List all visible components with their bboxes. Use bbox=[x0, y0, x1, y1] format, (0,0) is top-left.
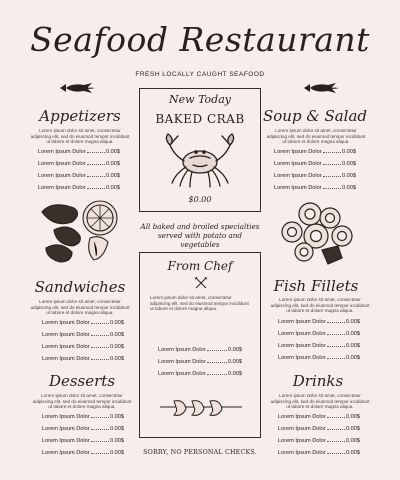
dotted-leader bbox=[323, 164, 341, 165]
page-title: Seafood Restaurant bbox=[30, 20, 370, 59]
menu-item-name: Lorem Ipsum Dolor bbox=[38, 161, 86, 167]
menu-item-price: 0.00$ bbox=[228, 347, 242, 353]
menu-item-price: 0.00$ bbox=[346, 414, 360, 420]
dotted-leader bbox=[91, 429, 109, 430]
menu-item bbox=[278, 313, 360, 325]
menu-item bbox=[158, 353, 242, 365]
menu-item-price: 0.00$ bbox=[106, 173, 120, 179]
menu-item bbox=[278, 432, 360, 444]
menu-item bbox=[38, 155, 120, 167]
menu-item-name: Lorem Ipsum Dolor bbox=[274, 185, 322, 191]
new-today-label: New Today bbox=[169, 93, 231, 106]
menu-item-name: Lorem Ipsum Dolor bbox=[278, 355, 326, 361]
menu-item-name: Lorem Ipsum Dolor bbox=[42, 344, 90, 350]
menu-item-name: Lorem Ipsum Dolor bbox=[274, 173, 322, 179]
menu-item-name: Lorem Ipsum Dolor bbox=[42, 320, 90, 326]
menu-item-price: 0.00$ bbox=[106, 185, 120, 191]
crossed-forks-icon bbox=[194, 277, 208, 289]
dotted-leader bbox=[91, 417, 109, 418]
menu-item bbox=[158, 365, 242, 377]
menu-item bbox=[38, 143, 120, 155]
menu-item-name: Lorem Ipsum Dolor bbox=[38, 173, 86, 179]
fish-icon bbox=[302, 82, 340, 94]
menu-item bbox=[278, 420, 360, 432]
menu-item-price: 0.00$ bbox=[346, 319, 360, 325]
menu-item bbox=[274, 155, 356, 167]
dotted-leader bbox=[327, 322, 345, 323]
menu-item-name: Lorem Ipsum Dolor bbox=[42, 438, 90, 444]
section-title-soup-salad: Soup & Salad bbox=[262, 107, 368, 125]
dotted-leader bbox=[91, 453, 109, 454]
menu-item-name: Lorem Ipsum Dolor bbox=[158, 359, 206, 365]
menu-item-price: 0.00$ bbox=[110, 438, 124, 444]
section-description: Lorem ipsum dolor sit amet, consectetur adipiscing elit, sed do eiusmod tempor incididunt ut labore et dolore magna aliqua. bbox=[270, 297, 370, 314]
dotted-leader bbox=[87, 164, 105, 165]
footer-note: SORRY, NO PERSONAL CHECKS. bbox=[143, 449, 257, 456]
menu-item-name: Lorem Ipsum Dolor bbox=[278, 426, 326, 432]
menu-item-price: 0.00$ bbox=[346, 438, 360, 444]
menu-item-name: Lorem Ipsum Dolor bbox=[278, 438, 326, 444]
menu-item-name: Lorem Ipsum Dolor bbox=[42, 414, 90, 420]
menu-item-name: Lorem Ipsum Dolor bbox=[278, 343, 326, 349]
menu-item-price: 0.00$ bbox=[110, 426, 124, 432]
menu-item-name: Lorem Ipsum Dolor bbox=[278, 331, 326, 337]
menu-item bbox=[274, 143, 356, 155]
menu-item-price: 0.00$ bbox=[346, 426, 360, 432]
dotted-leader bbox=[327, 429, 345, 430]
menu-item bbox=[158, 341, 242, 353]
menu-item-name: Lorem Ipsum Dolor bbox=[42, 450, 90, 456]
dotted-leader bbox=[87, 176, 105, 177]
menu-item-price: 0.00$ bbox=[106, 149, 120, 155]
menu-item-name: Lorem Ipsum Dolor bbox=[158, 347, 206, 353]
dotted-leader bbox=[91, 347, 109, 348]
menu-item bbox=[278, 408, 360, 420]
menu-item bbox=[42, 444, 124, 456]
dotted-leader bbox=[87, 188, 105, 189]
menu-item bbox=[38, 167, 120, 179]
section-description: Lorem ipsum dolor sit amet, consectetur adipiscing elit, sed do eiusmod tempor incididunt ut labore et dolore magna aliqua. bbox=[270, 393, 370, 410]
menu-item-price: 0.00$ bbox=[342, 161, 356, 167]
dotted-leader bbox=[327, 334, 345, 335]
section-title-sandwiches: Sandwiches bbox=[34, 278, 126, 296]
section-description: Lorem ipsum dolor sit amet, consectetur adipiscing elit, sed do eiusmod tempor incididunt ut labore et dolore magna aliqua. bbox=[30, 128, 130, 145]
section-title-fish-fillets: Fish Fillets bbox=[273, 277, 359, 295]
menu-item-price: 0.00$ bbox=[346, 343, 360, 349]
section-title-desserts: Desserts bbox=[48, 372, 116, 390]
menu-item bbox=[278, 337, 360, 349]
menu-item-name: Lorem Ipsum Dolor bbox=[274, 149, 322, 155]
menu-item-price: 0.00$ bbox=[228, 359, 242, 365]
menu-list-soup-salad bbox=[274, 143, 356, 191]
dotted-leader bbox=[323, 176, 341, 177]
section-description: Lorem ipsum dolor sit amet, consectetur adipiscing elit, sed do eiusmod tempor incididunt ut labore et dolore magna aliqua. bbox=[30, 299, 130, 316]
section-title-drinks: Drinks bbox=[292, 372, 344, 390]
menu-item bbox=[42, 338, 124, 350]
crab-illustration bbox=[160, 131, 240, 189]
menu-item-name: Lorem Ipsum Dolor bbox=[42, 332, 90, 338]
dotted-leader bbox=[207, 362, 227, 363]
menu-item-name: Lorem Ipsum Dolor bbox=[274, 161, 322, 167]
menu-item-price: 0.00$ bbox=[110, 450, 124, 456]
menu-item-price: 0.00$ bbox=[342, 173, 356, 179]
menu-item-price: 0.00$ bbox=[110, 332, 124, 338]
dotted-leader bbox=[207, 374, 227, 375]
dotted-leader bbox=[327, 453, 345, 454]
section-description: Lorem ipsum dolor sit amet, consectetur adipiscing elit, sed do eiusmod tempor incididunt ut labore et dolore magna aliqua. bbox=[150, 295, 249, 312]
menu-item bbox=[42, 420, 124, 432]
menu-list-from-chef bbox=[158, 341, 242, 377]
section-description: Lorem ipsum dolor sit amet, consectetur adipiscing elit, sed do eiusmod tempor incididunt ut labore et dolore magna aliqua. bbox=[266, 128, 366, 145]
dotted-leader bbox=[327, 358, 345, 359]
dotted-leader bbox=[327, 417, 345, 418]
menu-item-price: 0.00$ bbox=[110, 320, 124, 326]
dotted-leader bbox=[323, 188, 341, 189]
dotted-leader bbox=[91, 335, 109, 336]
menu-list-desserts bbox=[42, 408, 124, 456]
from-chef-box bbox=[139, 252, 261, 438]
menu-item-name: Lorem Ipsum Dolor bbox=[38, 149, 86, 155]
menu-item bbox=[42, 408, 124, 420]
menu-item-price: 0.00$ bbox=[346, 450, 360, 456]
dotted-leader bbox=[207, 350, 227, 351]
dotted-leader bbox=[327, 441, 345, 442]
new-today-price: $0.00 bbox=[188, 195, 212, 204]
menu-item-name: Lorem Ipsum Dolor bbox=[42, 356, 90, 362]
new-today-box bbox=[139, 88, 261, 212]
dotted-leader bbox=[327, 346, 345, 347]
dotted-leader bbox=[91, 441, 109, 442]
menu-item-price: 0.00$ bbox=[342, 185, 356, 191]
menu-item bbox=[42, 326, 124, 338]
menu-item bbox=[278, 325, 360, 337]
tagline: FRESH LOCALLY CAUGHT SEAFOOD bbox=[135, 71, 265, 78]
menu-list-sandwiches bbox=[42, 314, 124, 362]
menu-item-price: 0.00$ bbox=[110, 356, 124, 362]
section-title-appetizers: Appetizers bbox=[39, 107, 121, 125]
menu-item-name: Lorem Ipsum Dolor bbox=[158, 371, 206, 377]
fish-icon bbox=[58, 82, 96, 94]
calamari-rings-illustration bbox=[278, 200, 360, 268]
menu-item-name: Lorem Ipsum Dolor bbox=[278, 319, 326, 325]
side-dish-note: All baked and broiled specialties served with potato and vegetables bbox=[140, 222, 260, 249]
menu-item bbox=[42, 350, 124, 362]
menu-item bbox=[42, 314, 124, 326]
menu-item-name: Lorem Ipsum Dolor bbox=[278, 414, 326, 420]
dotted-leader bbox=[87, 152, 105, 153]
dotted-leader bbox=[91, 323, 109, 324]
menu-item-name: Lorem Ipsum Dolor bbox=[38, 185, 86, 191]
menu-item bbox=[42, 432, 124, 444]
menu-item bbox=[274, 167, 356, 179]
from-chef-title: From Chef bbox=[167, 259, 233, 273]
menu-item-price: 0.00$ bbox=[110, 344, 124, 350]
menu-item-name: Lorem Ipsum Dolor bbox=[42, 426, 90, 432]
mussels-lemon-illustration bbox=[40, 196, 122, 266]
menu-item-price: 0.00$ bbox=[110, 414, 124, 420]
new-today-dish: BAKED CRAB bbox=[155, 112, 245, 126]
menu-item bbox=[274, 179, 356, 191]
shrimp-skewer-illustration bbox=[160, 397, 242, 421]
menu-item bbox=[278, 444, 360, 456]
menu-item-price: 0.00$ bbox=[228, 371, 242, 377]
menu-item-price: 0.00$ bbox=[106, 161, 120, 167]
dotted-leader bbox=[323, 152, 341, 153]
section-description: Lorem ipsum dolor sit amet, consectetur adipiscing elit, sed do eiusmod tempor incididunt ut labore et dolore magna aliqua. bbox=[32, 393, 132, 410]
dotted-leader bbox=[91, 359, 109, 360]
menu-item-name: Lorem Ipsum Dolor bbox=[278, 450, 326, 456]
menu-item bbox=[38, 179, 120, 191]
menu-list-fish-fillets bbox=[278, 313, 360, 361]
menu-item-price: 0.00$ bbox=[342, 149, 356, 155]
menu-item-price: 0.00$ bbox=[346, 355, 360, 361]
menu-item bbox=[278, 349, 360, 361]
menu-item-price: 0.00$ bbox=[346, 331, 360, 337]
menu-list-drinks bbox=[278, 408, 360, 456]
menu-list-appetizers bbox=[38, 143, 120, 191]
